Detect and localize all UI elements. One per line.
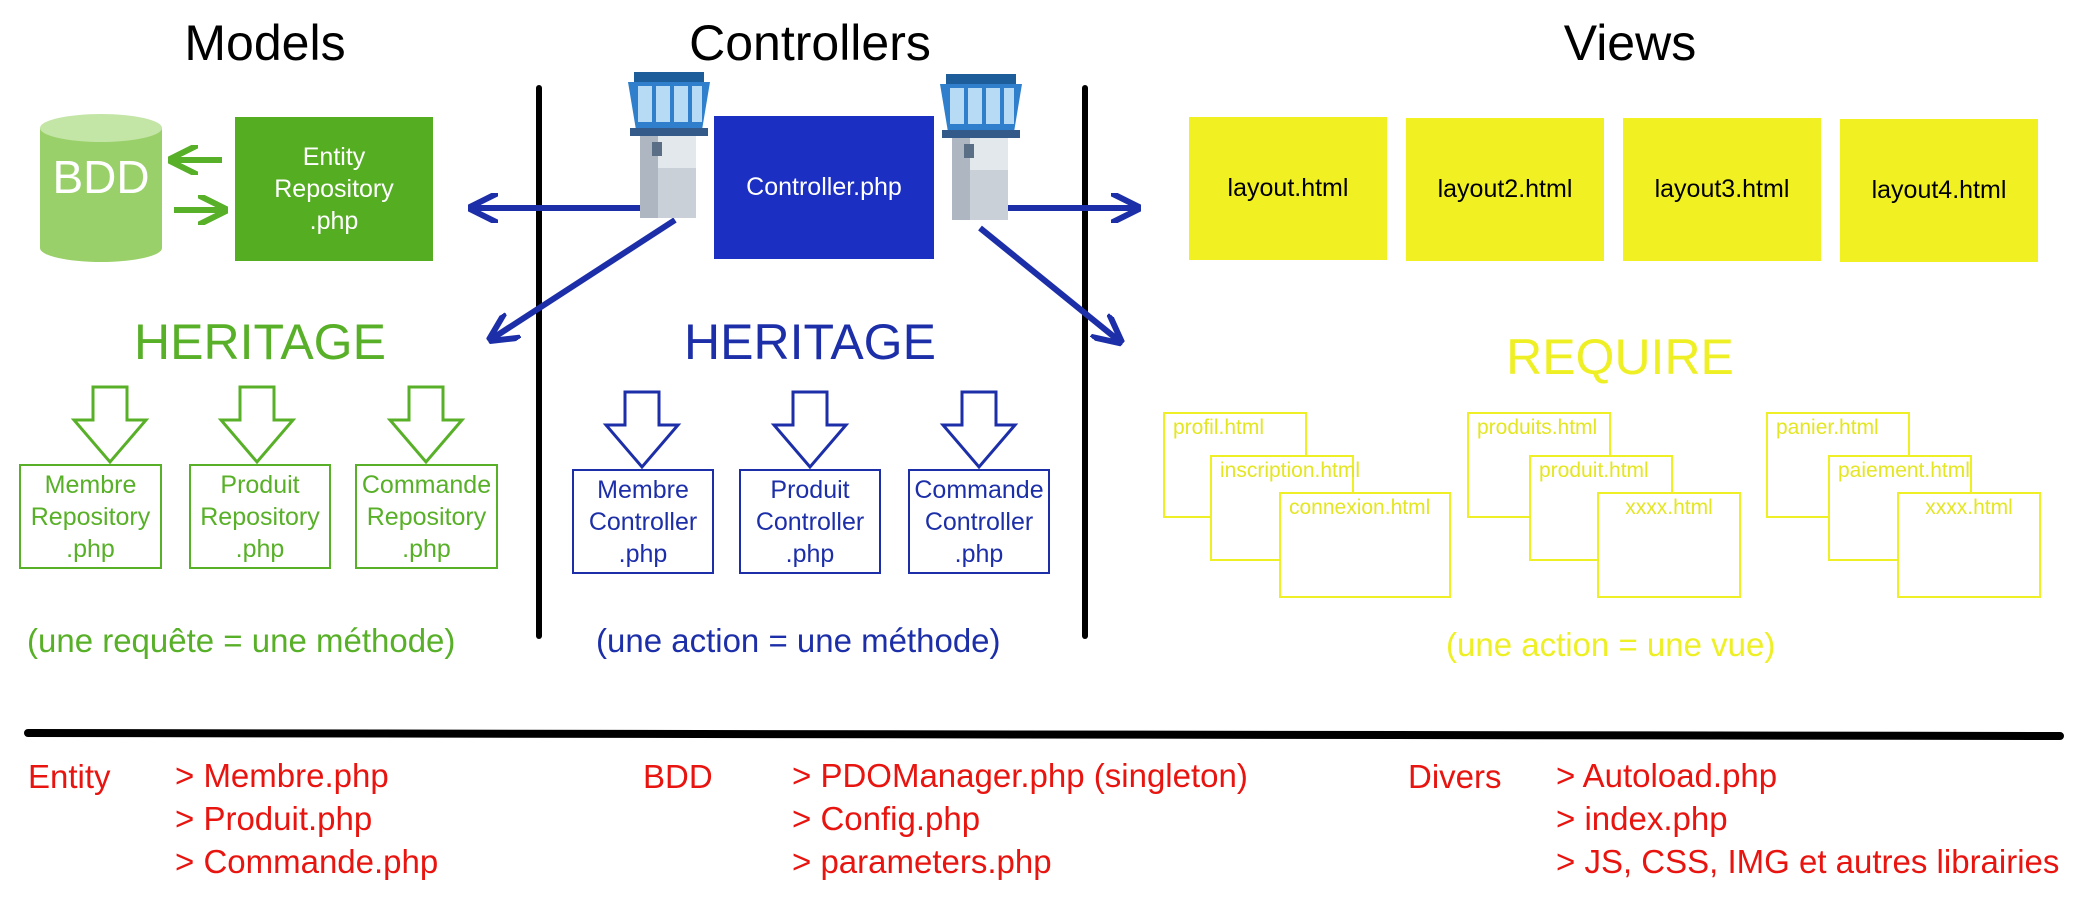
view-page-1-3: connexion.html [1279,492,1451,598]
layout-box-2: layout2.html [1406,118,1604,261]
child-line: Membre [597,475,689,504]
heritage-controllers-label: HERITAGE [684,314,936,370]
child-line: Produit [220,470,300,499]
footer-divers-label: Divers [1408,758,1502,795]
footer-bdd-item: > PDOManager.php (singleton) [792,757,1248,794]
bdd-label: BDD [52,151,150,203]
models-caption: (une requête = une méthode) [27,622,456,659]
footer-entity-label: Entity [28,758,111,795]
footer-divers-list [1556,754,2059,883]
child-line: Controller [588,507,698,536]
child-line: Controller [924,507,1034,536]
view-page-1-1: profil.html [1163,412,1307,518]
footer-divers-item: > Autoload.php [1556,757,1778,794]
footer-bdd-item: > parameters.php [792,843,1052,880]
child-line: .php [785,539,835,568]
child-line: .php [66,534,115,563]
child-line: .php [954,539,1004,568]
footer-bdd-list [792,754,1248,883]
footer-rule [28,733,2060,736]
inherit-arrow-green-1 [74,387,146,462]
entity-repository-line-2: Repository [274,175,394,203]
controller-php-box: Controller.php [714,116,934,259]
heritage-models-label: HERITAGE [134,314,386,370]
child-line: .php [618,539,668,568]
section-title-models: Models [184,15,346,71]
footer-divers-item: > index.php [1556,800,1728,837]
child-line: Commande [361,470,492,499]
footer-entity-list [175,754,438,883]
child-line: Commande [914,475,1044,504]
footer-entity-item: > Produit.php [175,800,373,837]
child-line: Repository [366,502,487,531]
child-line: Controller [755,507,865,536]
footer-bdd-item: > Config.php [792,800,981,837]
section-title-controllers: Controllers [689,15,931,71]
view-page-3-1: panier.html [1766,412,1910,518]
arrow-controller-to-require [980,228,1118,340]
view-page-2-2: produit.html [1529,455,1673,561]
child-line: Produit [770,475,850,504]
section-title-views: Views [1563,15,1697,71]
inherit-arrow-blue-2 [774,392,846,467]
footer-divers-item: > JS, CSS, IMG et autres librairies [1556,843,2060,880]
view-page-1-2: inscription.html [1210,455,1354,561]
views-caption: (une action = une vue) [1446,626,1776,663]
view-page-3-3: xxxx.html [1897,492,2041,598]
entity-repository-box [235,117,433,261]
produit-controller-box [739,469,881,574]
child-line: Membre [44,470,137,499]
child-line: Repository [30,502,151,531]
controllers-caption: (une action = une méthode) [596,622,1001,659]
layout-box-3: layout3.html [1623,118,1821,261]
inherit-arrow-blue-1 [606,392,678,467]
produit-repository-box [189,464,331,569]
view-page-3-2: paiement.html [1828,455,1972,561]
inherit-arrow-blue-3 [943,392,1015,467]
child-line: .php [235,534,285,563]
inherit-arrow-green-3 [390,387,462,462]
commande-repository-box [355,464,498,569]
layout-box-1: layout.html [1189,117,1387,260]
membre-repository-box [19,464,162,569]
entity-repository-line-1: Entity [302,143,366,171]
layout-box-4: layout4.html [1840,119,2038,262]
commande-controller-box [908,469,1050,574]
footer-entity-item: > Commande.php [175,843,439,880]
view-page-2-1: produits.html [1467,412,1611,518]
view-page-2-3: xxxx.html [1597,492,1741,598]
arrow-controller-to-heritage-models [493,220,675,338]
footer-entity-item: > Membre.php [175,757,389,794]
require-label: REQUIRE [1506,329,1734,385]
entity-repository-line-3: .php [309,207,359,235]
inherit-arrow-green-2 [221,387,293,462]
child-line: .php [402,534,451,563]
footer-bdd-label: BDD [643,758,713,795]
membre-controller-box [572,469,714,574]
child-line: Repository [200,502,320,531]
control-tower-left-icon [628,72,710,218]
control-tower-right-icon [940,74,1022,220]
